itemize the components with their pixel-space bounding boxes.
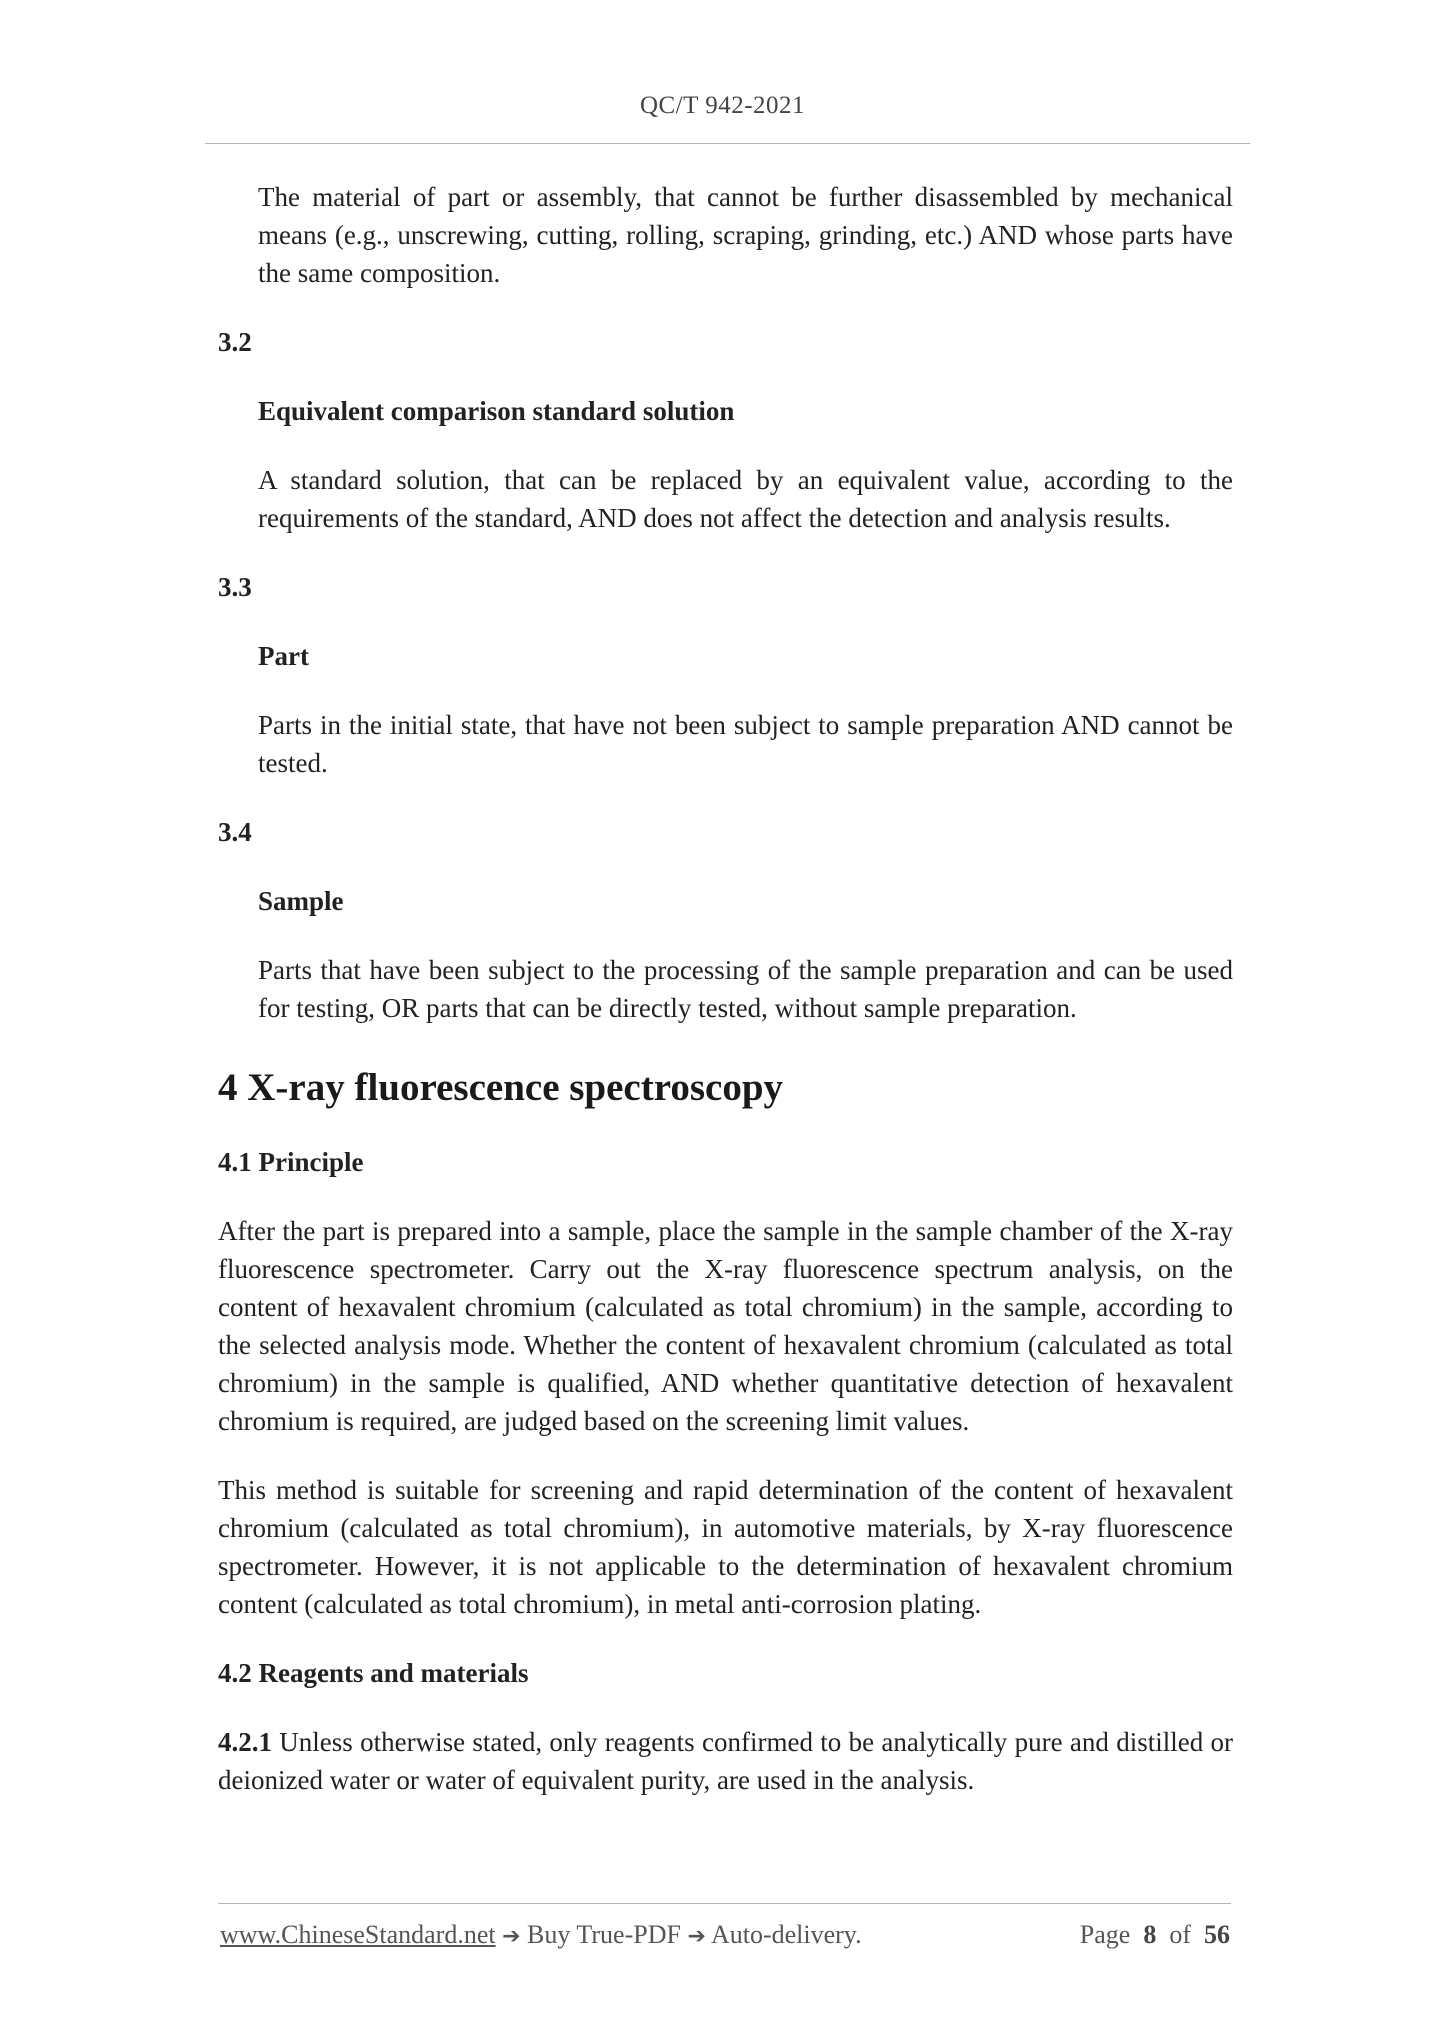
term-title-3-2: Equivalent comparison standard solution: [258, 396, 735, 426]
buy-pdf-text: Buy True-PDF: [520, 1920, 688, 1949]
page-current: 8: [1143, 1920, 1157, 1949]
term-number-3-3: 3.3: [218, 572, 252, 602]
page-content: [218, 178, 1233, 1799]
website-link[interactable]: www.ChineseStandard.net: [220, 1920, 496, 1949]
term-definition-3-2: A standard solution, that can be replaced by an equivalent value, according to the requirements of the standard, AND does not affect the detection and analysis results.: [258, 465, 1233, 533]
page-label: Page: [1079, 1920, 1131, 1949]
reagent-clause-4-2-1: [218, 1723, 1233, 1799]
reagent-clause-number: 4.2.1: [218, 1727, 272, 1757]
document-id: QC/T 942-2021: [639, 92, 806, 119]
reagent-clause-text: Unless otherwise stated, only reagents confirmed to be analytically pure and distilled or deionized water or water of equivalent purity, are used in the analysis.: [218, 1727, 1233, 1795]
term-number-3-2: 3.2: [218, 327, 252, 357]
auto-delivery-text: Auto-delivery.: [705, 1920, 862, 1949]
principle-paragraph-2: This method is suitable for screening and rapid determination of the content of hexavalent chromium (calculated as total chromium), in automotive materials, by X-ray fluorescence spectrometer. However, it is not applicable to the determination of hexavalent chromium content (calculated as total chromium), in metal anti-corrosion plating.: [218, 1475, 1233, 1619]
section-4-title: 4 X-ray fluorescence spectroscopy: [218, 1066, 784, 1109]
intro-definition: The material of part or assembly, that cannot be further disassembled by mechanical means (e.g., unscrewing, cutting, rolling, scraping, grinding, etc.) AND whose parts have the same composition.: [258, 182, 1233, 288]
footer-divider: [218, 1903, 1231, 1904]
arrow-right-icon: ➔: [687, 1924, 706, 1949]
term-title-3-3: Part: [258, 641, 309, 671]
principle-paragraph-1: After the part is prepared into a sample, place the sample in the sample chamber of the X-ray fluorescence spectrometer. Carry out the X-ray fluorescence spectrum analysis, on the content of hexavalent chromium (calculated as total chromium) in the sample, according to the selected analysis mode. Whether the content of hexavalent chromium (calculated as total chromium) in the sample is qualified, AND whether quantitative detection of hexavalent chromium is required, are judged based on the screening limit values.: [218, 1216, 1233, 1436]
term-title-3-4: Sample: [258, 886, 344, 916]
page-total: 56: [1204, 1920, 1230, 1949]
reagents-heading: 4.2 Reagents and materials: [218, 1658, 529, 1688]
header-divider: [205, 143, 1250, 144]
term-definition-3-4: Parts that have been subject to the processing of the sample preparation and can be used for testing, OR parts that can be directly tested, without sample preparation.: [258, 955, 1233, 1023]
term-number-3-4: 3.4: [218, 817, 252, 847]
principle-heading: 4.1 Principle: [218, 1147, 364, 1177]
term-definition-3-3: Parts in the initial state, that have not been subject to sample preparation AND cannot be tested.: [258, 710, 1233, 778]
page-indicator: [1080, 1920, 1230, 1950]
page-of: of: [1169, 1920, 1191, 1949]
arrow-right-icon: ➔: [502, 1924, 521, 1949]
page-footer: [220, 1920, 1230, 1960]
document-header: [0, 92, 1445, 120]
